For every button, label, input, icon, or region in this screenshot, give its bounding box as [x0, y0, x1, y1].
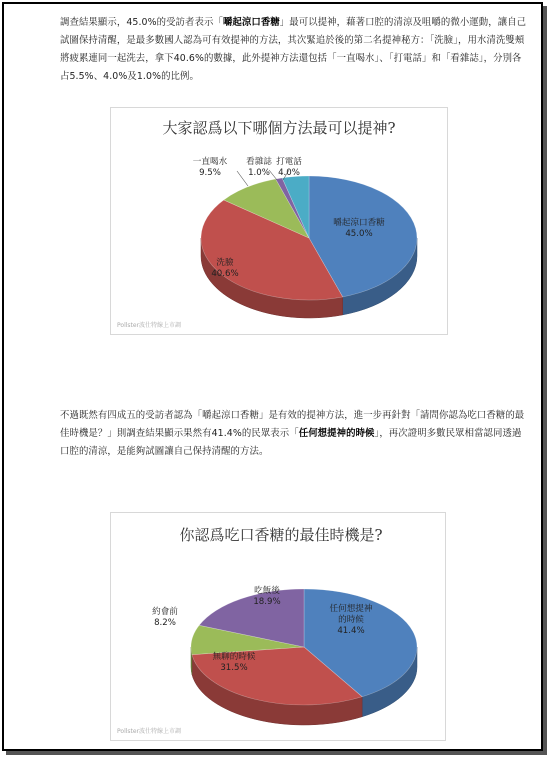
chart-2-label-0-l2: 的時候: [338, 615, 364, 625]
chart-2-value-0: 41.4%: [337, 626, 365, 636]
chart-1-leader-2: [237, 171, 248, 186]
chart-2-label-1: 無聊的時候: [212, 652, 256, 662]
chart-1-svg: [111, 108, 447, 334]
chart-2-label-2: 約會前: [152, 607, 178, 617]
chart-1-value-3: 1.0%: [248, 168, 270, 178]
chart-2-value-2: 8.2%: [154, 618, 176, 628]
page-shadow-bottom: [6, 751, 547, 755]
paragraph-1-bold: 嚼起涼口香糖: [222, 17, 280, 28]
chart-1-value-0: 45.0%: [345, 229, 373, 239]
chart-2-value-1: 31.5%: [220, 663, 248, 673]
chart-2-value-3: 18.9%: [253, 597, 281, 607]
paragraph-1-text-c: 」最可以提神，藉著口腔的清涼及咀嚼的微小運動，讓自己試圖保持清醒，是最多數國人認為可有效提神的方法，其次緊追於後的第二名提神秘方：「洗臉」，用水清洗雙頰將疲累連同一起洗去，拿下40.6%的數據，此外提神方法還包括「一直喝水」、「打電話」和「看雜誌」，分別各占5.5%、4.0%及1.0%的比例。: [60, 17, 527, 82]
chart-1-label-3: 看雜誌: [246, 157, 272, 167]
paragraph-1-text-a: 調查結果顯示，45.0%的受訪者表示「: [60, 17, 223, 28]
chart-1-value-4: 4.0%: [278, 168, 300, 178]
chart-2-title: 你認爲吃口香糖的最佳時機是?: [179, 526, 383, 544]
chart-2-pie: [152, 584, 417, 725]
chart-1-label-1: 洗臉: [216, 258, 234, 268]
chart-1-title: 大家認爲以下哪個方法最可以提神?: [162, 119, 396, 137]
chart-1-pie: [193, 155, 417, 318]
chart-1-value-2: 9.5%: [199, 168, 221, 178]
paragraph-1: [60, 14, 530, 86]
paragraph-2: [60, 407, 530, 461]
chart-2-svg: [111, 513, 445, 740]
page-shadow-right: [543, 6, 547, 755]
chart-1-leader-3: [269, 170, 277, 180]
paragraph-2-text-c: 」，再次證明多數民眾相當認同透過口腔的清涼，是能夠試圖讓自己保持清醒的方法。: [60, 428, 522, 457]
chart-2-label-3: 吃飯後: [254, 586, 280, 596]
paragraph-2-text-a: 不過既然有四成五的受訪者認為「嚼起涼口香糖」是有效的提神方法，進一步再針對「請問你認為吃口香糖的最佳時機是？」則調查結果顯示果然有41.4%的民眾表示「: [60, 410, 525, 439]
chart-1: [110, 107, 448, 335]
chart-1-label-4: 打電話: [276, 157, 302, 167]
chart-2: [110, 512, 446, 741]
paragraph-2-bold: 任何想提神的時候: [298, 428, 375, 439]
chart-1-value-1: 40.6%: [211, 269, 239, 279]
chart-2-watermark: Pollster波仕特線上市調: [117, 728, 182, 735]
chart-2-label-0: 任何想提神: [329, 604, 373, 614]
chart-1-label-0: 嚼起涼口香糖: [333, 218, 385, 228]
chart-1-label-2: 一直喝水: [192, 157, 228, 167]
chart-1-watermark: Pollster波仕特線上市調: [117, 322, 182, 329]
